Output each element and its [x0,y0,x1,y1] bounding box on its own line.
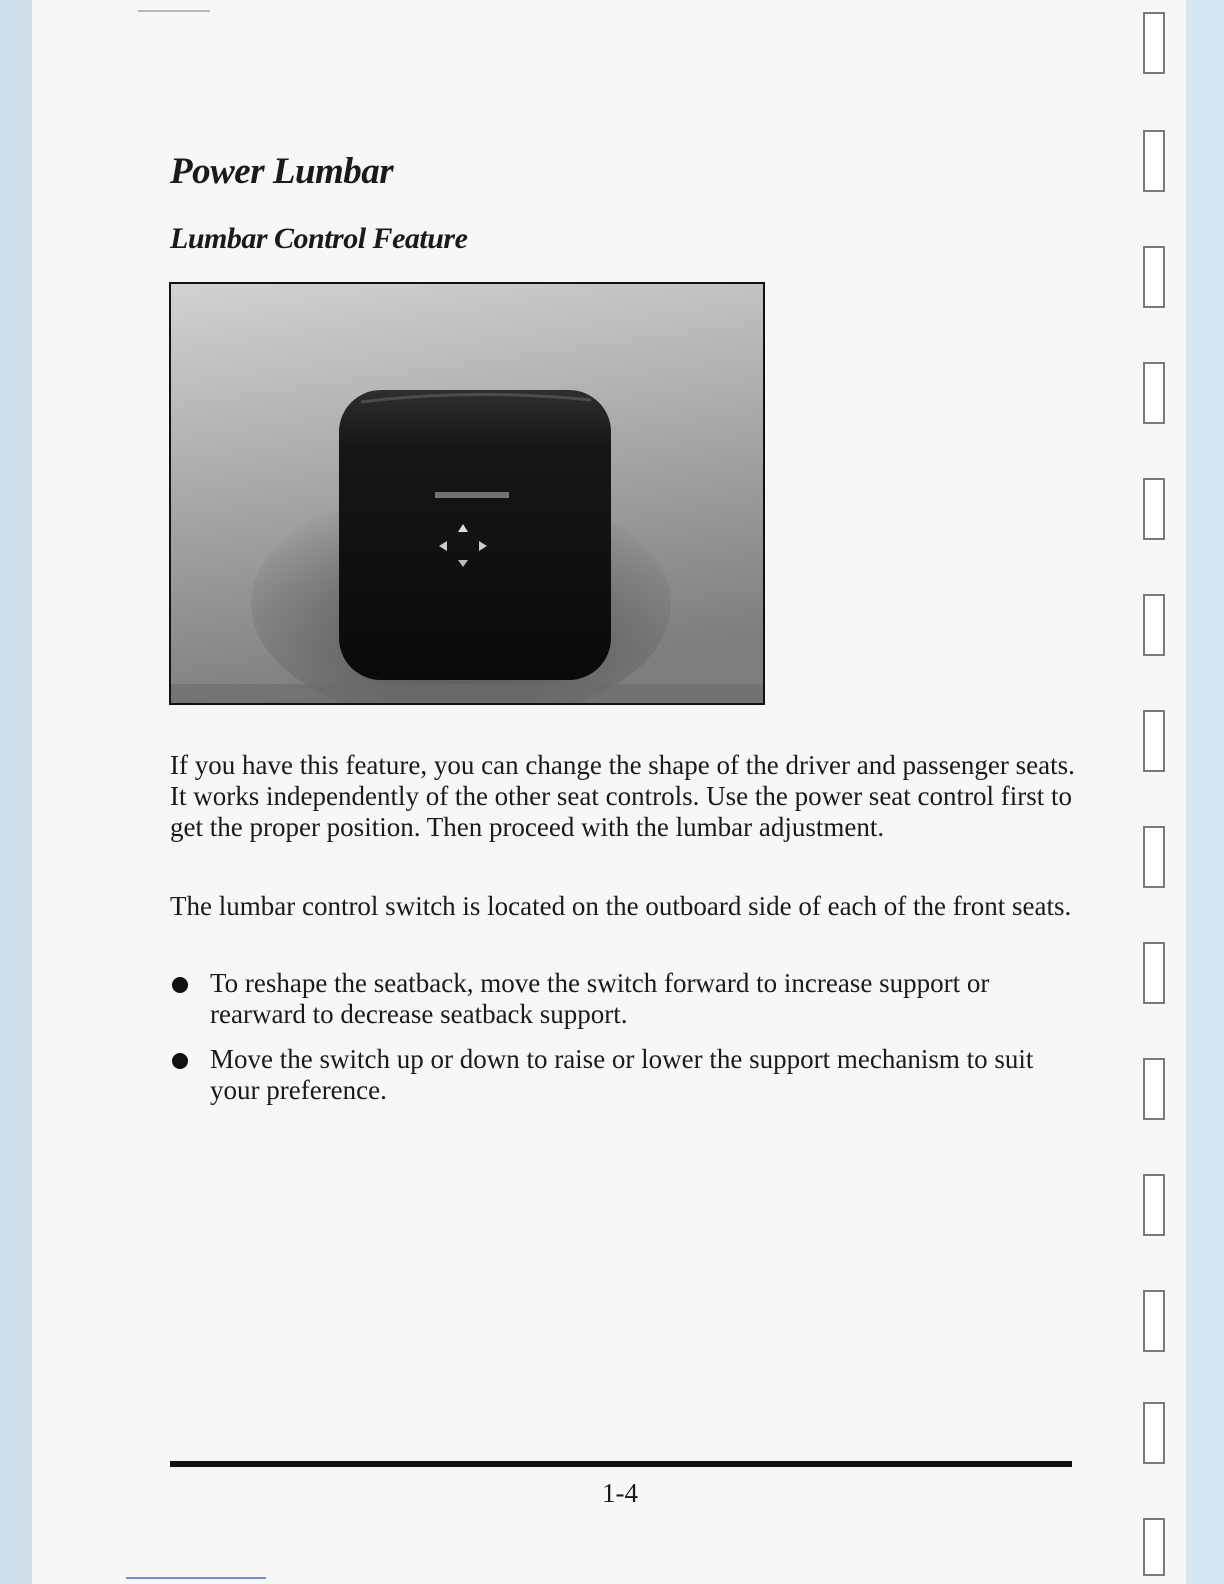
top-rule [138,10,210,12]
left-margin-band [0,0,32,1584]
index-tab[interactable] [1143,1174,1165,1236]
bullet-icon [172,977,188,993]
index-tab[interactable] [1143,362,1165,424]
page-number: 1-4 [602,1478,638,1508]
section-subtitle: Lumbar Control Feature [170,222,468,255]
right-margin-band [1186,0,1224,1584]
index-tab[interactable] [1143,1518,1165,1576]
index-tab[interactable] [1143,246,1165,308]
bullet-icon [172,1053,188,1069]
index-tab[interactable] [1143,826,1165,888]
index-tab[interactable] [1143,478,1165,540]
index-tab[interactable] [1143,1290,1165,1352]
index-tab[interactable] [1143,12,1165,74]
list-item-text: To reshape the seatback, move the switch forward to increase support or rearward to decrease seatback support. [210,968,990,1029]
index-tab[interactable] [1143,1058,1165,1120]
list-item [170,968,1080,1030]
list-item-text: Move the switch up or down to raise or lower the support mechanism to suit your preference. [210,1044,1034,1105]
index-tab[interactable] [1143,594,1165,656]
location-paragraph: The lumbar control switch is located on the outboard side of each of the front seats. [170,891,1072,921]
instruction-list [170,968,1080,1120]
index-tab[interactable] [1143,1402,1165,1464]
index-tab[interactable] [1143,942,1165,1004]
list-item [170,1044,1080,1106]
intro-paragraph: If you have this feature, you can change the shape of the driver and passenger seats. It works independently of the other seat controls. Use the power seat control first to get the proper position. Then proceed with the lumbar adjustment. [170,750,1075,842]
index-tab[interactable] [1143,710,1165,772]
section-title: Power Lumbar [170,151,394,192]
lumbar-switch-photo [169,282,765,705]
bottom-link-underline [126,1577,266,1579]
footer-rule [170,1461,1072,1467]
index-tab[interactable] [1143,130,1165,192]
lumbar-control-switch-photo-icon [171,284,763,703]
